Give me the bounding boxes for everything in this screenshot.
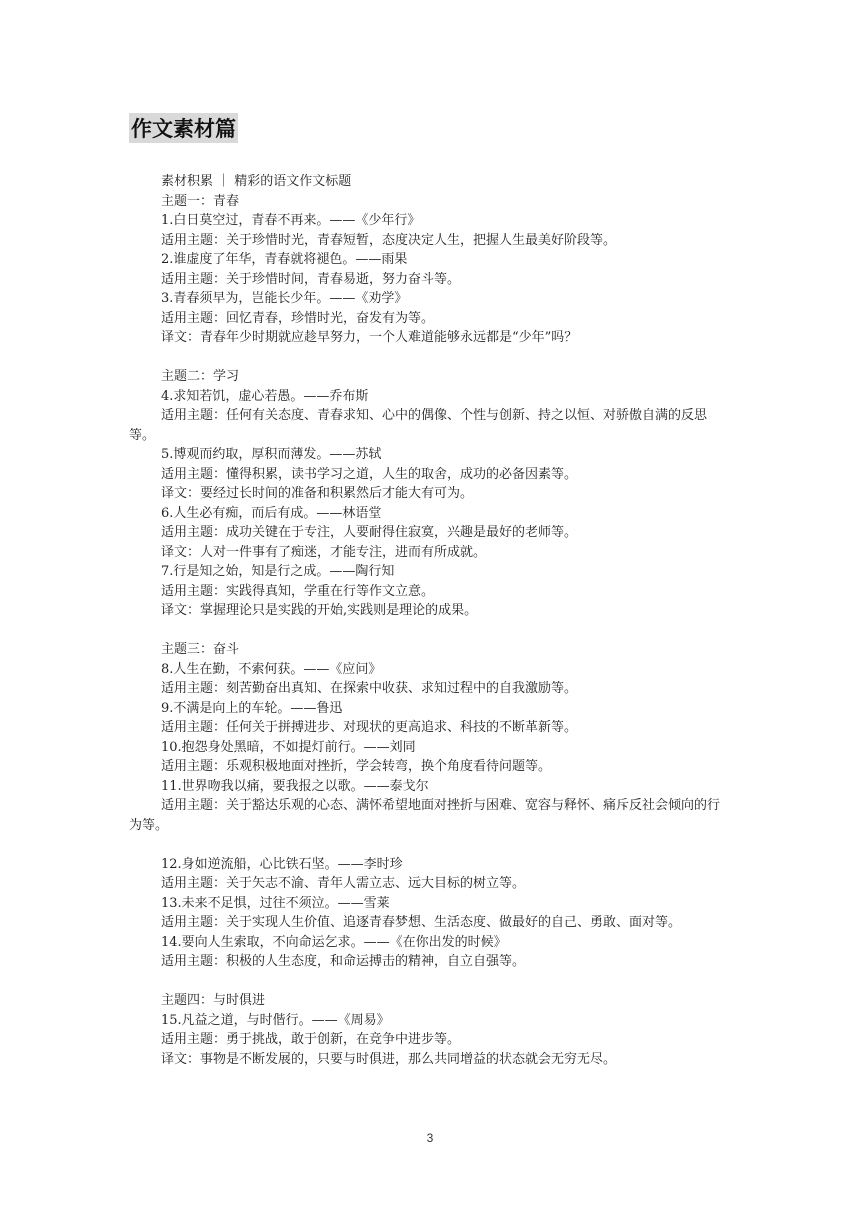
topic-heading: 主题四：与时俱进: [161, 993, 266, 1008]
translation-line: 译文：青春年少时期就应趁早努力，一个人难道能够永远都是“少年”吗？: [161, 330, 578, 345]
usage-line: 适用主题：关于矢志不渝、青年人需立志、远大目标的树立等。: [161, 876, 526, 891]
usage-line: 适用主题：刻苦勤奋出真知、在探索中收获、求知过程中的自我激励等。: [161, 681, 578, 696]
quote-line: 10.抱怨身处黑暗，不如提灯前行。——刘同: [161, 739, 416, 755]
quote-line: 8.人生在勤，不索何获。——《应问》: [161, 661, 382, 677]
usage-line: 适用主题：关于实现人生价值、追逐青春梦想、生活态度、做最好的自己、勇敢、面对等。: [161, 915, 682, 930]
quote-line: 2.谁虚度了年华，青春就将褪色。——雨果: [161, 252, 408, 267]
translation-line: 译文：掌握理论只是实践的开始,实践则是理论的成果。: [161, 603, 478, 618]
paragraph-gap: [129, 835, 732, 855]
quote-line: 14.要向人生索取，不向命运乞求。——《在你出发的时候》: [161, 934, 507, 950]
topic-heading: 主题一：青春: [161, 193, 240, 209]
translation-line: 译文：事物是不断发展的，只要与时俱进，那么共同增益的状态就会无穷无尽。: [161, 1051, 617, 1067]
usage-line: 适用主题：关于豁达乐观的心态、满怀希望地面对挫折与困难、宽容与释怀、痛斥反社会倾向的行为等。: [129, 798, 721, 833]
paragraph-gap: [129, 621, 732, 641]
usage-line: 适用主题：乐观积极地面对挫折，学会转弯，换个角度看待问题等。: [161, 759, 552, 774]
quote-line: 12.身如逆流船，心比铁石坚。——李时珍: [161, 856, 403, 872]
quote-line: 11.世界吻我以痛，要我报之以歌。——泰戈尔: [161, 778, 429, 794]
quote-line: 7.行是知之始，知是行之成。——陶行知: [161, 564, 395, 579]
usage-line: 适用主题：实践得真知，学重在行等作文立意。: [161, 583, 435, 599]
topic-heading: 主题二：学习: [161, 369, 240, 384]
document-body: [129, 172, 732, 1069]
quote-line: 9.不满是向上的车轮。——鲁迅: [161, 700, 343, 716]
topic-heading: 主题三：奋斗: [161, 642, 240, 657]
usage-line: 适用主题：成功关键在于专注，人要耐得住寂寞，兴趣是最好的老师等。: [161, 525, 578, 540]
quote-line: 5.博观而约取，厚积而薄发。——苏轼: [161, 447, 382, 462]
usage-line: 适用主题：积极的人生态度，和命运搏击的精神，自立自强等。: [161, 954, 526, 969]
quote-line: 15.凡益之道，与时偕行。——《周易》: [161, 1012, 390, 1028]
translation-line: 译文：人对一件事有了痴迷，才能专注，进而有所成就。: [161, 544, 487, 560]
usage-line: 适用主题：勇于挑战，敢于创新，在竞争中进步等。: [161, 1032, 461, 1047]
paragraph-gap: [129, 348, 732, 368]
usage-line: 适用主题：关于珍惜时间，青春易逝，努力奋斗等。: [161, 271, 461, 287]
quote-line: 6.人生必有痴，而后有成。——林语堂: [161, 505, 382, 521]
column-header: 素材积累 ｜ 精彩的语文作文标题: [161, 174, 352, 189]
quote-line: 1.白日莫空过，青春不再来。——《少年行》: [161, 213, 421, 228]
translation-line: 译文：要经过长时间的准备和积累然后才能大有可为。: [161, 486, 474, 501]
usage-line: 适用主题：关于珍惜时光，青春短暂，态度决定人生，把握人生最美好阶段等。: [161, 232, 617, 248]
usage-line: 适用主题：懂得积累，读书学习之道，人生的取舍，成功的必备因素等。: [161, 466, 578, 482]
section-heading: 作文素材篇: [129, 113, 238, 143]
page-number: 3: [426, 1131, 434, 1145]
usage-line: 适用主题：任何有关态度、青春求知、心中的偶像、个性与创新、持之以恒、对骄傲自满的反思等。: [129, 408, 708, 443]
usage-line: 适用主题：回忆青春，珍惜时光，奋发有为等。: [161, 310, 435, 326]
usage-line: 适用主题：任何关于拼搏进步、对现状的更高追求、科技的不断革新等。: [161, 720, 578, 735]
quote-line: 3.青春须早为，岂能长少年。——《劝学》: [161, 291, 408, 306]
quote-line: 4.求知若饥，虚心若愚。——乔布斯: [161, 388, 369, 404]
quote-line: 13.未来不足惧，过往不须泣。——雪莱: [161, 895, 390, 911]
paragraph-gap: [129, 972, 732, 992]
